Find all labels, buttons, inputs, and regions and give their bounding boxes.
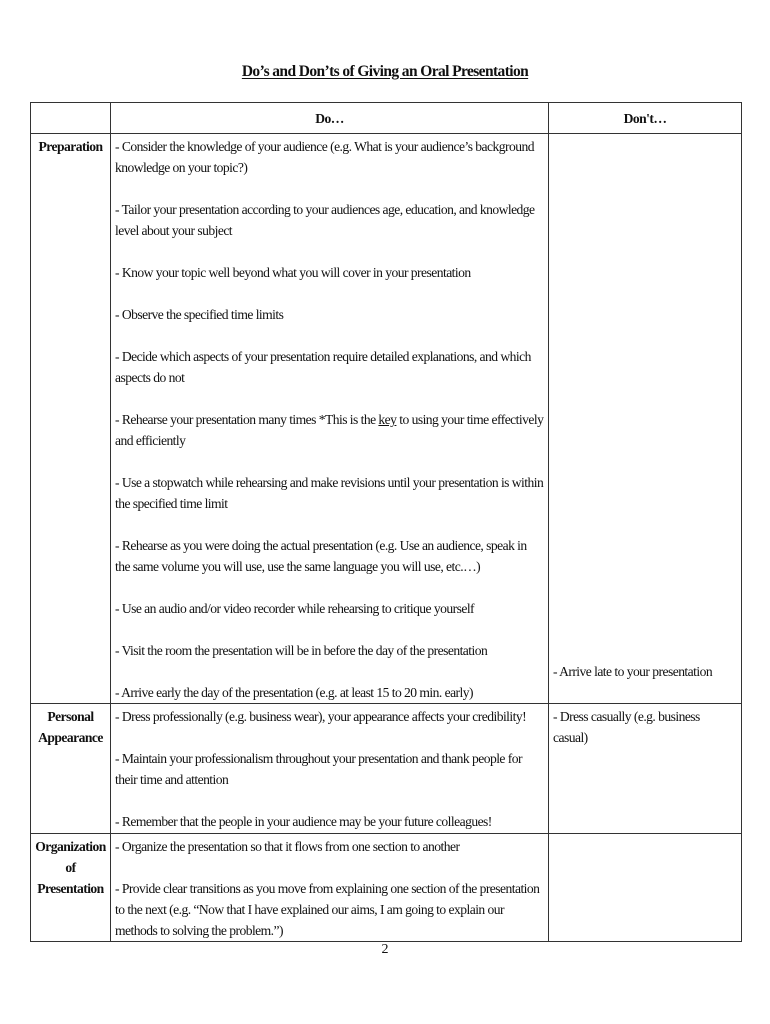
dont-cell-organization [549,834,742,942]
do-cell-preparation [111,134,549,704]
section-label-line: Appearance [38,730,103,745]
dont-item: - Dress casually (e.g. business casual) [553,709,700,745]
dont-column-header: Don't… [549,103,742,134]
section-row-preparation [31,134,742,704]
do-item: - Observe the specified time limits [115,307,284,322]
do-item-text: - Rehearse your presentation many times *This is the [115,412,379,427]
section-label-line: of [65,860,76,875]
do-item: - Arrive early the day of the presentation (e.g. at least 15 to 20 min. early) [115,685,473,700]
section-label-line: Presentation [37,881,104,896]
do-item: - Know your topic well beyond what you will cover in your presentation [115,265,471,280]
do-item: - Dress professionally (e.g. business wear), your appearance affects your credibility! [115,709,527,724]
do-item: - Use a stopwatch while rehearsing and make revisions until your presentation is within the specified time limit [115,475,544,511]
do-item [115,409,544,451]
section-label-line: Personal [47,709,94,724]
do-item: - Use an audio and/or video recorder while rehearsing to critique yourself [115,601,475,616]
do-item: - Organize the presentation so that it flows from one section to another [115,839,460,854]
do-item-text: to using your time effectively and efficiently [115,412,544,448]
section-label-line: Preparation [38,139,103,154]
dos-donts-table [30,102,742,942]
do-item: - Tailor your presentation according to your audiences age, education, and knowledge level about your subject [115,202,535,238]
page-title: Do’s and Don’ts of Giving an Oral Presentation [241,63,529,80]
do-item: - Provide clear transitions as you move from explaining one section of the presentation to the next (e.g. “Now that I have explained our aims, I am going to explain our methods to solving the problem.”) [115,881,540,938]
do-item: - Visit the room the presentation will be in before the day of the presentation [115,643,488,658]
dont-item: - Arrive late to your presentation [553,664,713,679]
section-label-organization [31,834,111,942]
section-label-preparation [31,134,111,704]
do-cell-organization [111,834,549,942]
emphasis-word: key [378,412,397,427]
do-item: - Maintain your professionalism throughout your presentation and thank people for their time and attention [115,751,522,787]
spacer [553,136,737,661]
section-row-organization [31,834,742,942]
do-item: - Decide which aspects of your presentation require detailed explanations, and which aspects do not [115,349,531,385]
section-label-personal-appearance [31,704,111,834]
section-row-personal-appearance [31,704,742,834]
do-item: - Remember that the people in your audience may be your future colleagues! [115,814,492,829]
do-item: - Consider the knowledge of your audience (e.g. What is your audience’s background knowledge on your topic?) [115,139,534,175]
do-cell-personal-appearance [111,704,549,834]
do-item: - Rehearse as you were doing the actual presentation (e.g. Use an audience, speak in the same volume you will use, use the same language you will use, etc.…) [115,538,527,574]
do-column-header: Do… [111,103,549,134]
dont-cell-preparation [549,134,742,704]
section-label-line: Organization [35,839,106,854]
dont-cell-personal-appearance [549,704,742,834]
corner-header [31,103,111,134]
page-number: 2 [381,942,389,957]
table-header-row [31,103,742,134]
